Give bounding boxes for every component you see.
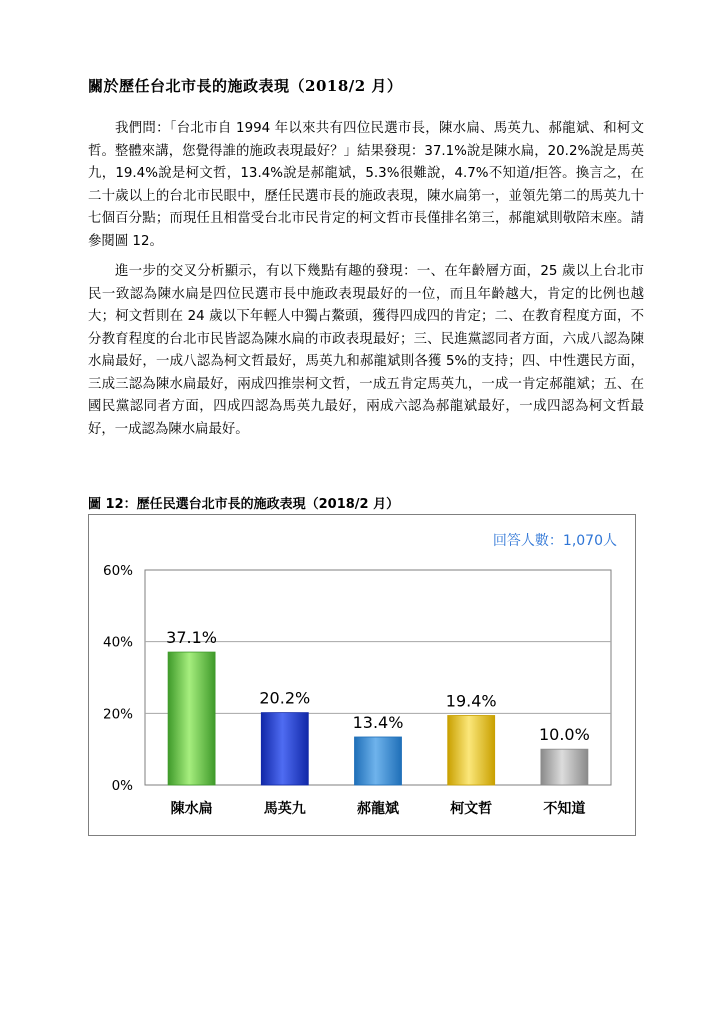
y-tick-label: 40% xyxy=(102,634,133,651)
data-label: 10.0% xyxy=(538,725,590,745)
data-label: 13.4% xyxy=(352,712,404,732)
category-label: 陳水扁 xyxy=(170,801,213,817)
data-label: 19.4% xyxy=(445,691,497,711)
bar-5 xyxy=(541,749,588,785)
document-title: 關於歷任台北市長的施政表現（2018/2 月） xyxy=(88,77,403,95)
paragraph-2: 進一步的交叉分析顯示，有以下幾點有趣的發現：一、在年齡層方面，25 歲以上台北市民一致認為陳水扁是四位民選市長中施政表現最好的一位，而且年齡越大，肯定的比例也越大；柯文哲則在 24 歲以下年輕人中獨占鰲頭，獲得四成四的肯定；二、在教育程度方面，不分教育程度的台北市民皆認為陳水扁的市政表現最好；三、民進黨認同者方面，六成八認為陳水扁最好，一成八認為柯文哲最好，馬英九和郝龍斌則各獲 5%的支持；四、中性選民方面，三成三認為陳水扁最好，兩成四推崇柯文哲，一成五肯定馬英九，一成一肯定郝龍斌；五、在國民黨認同者方面，四成四認為馬英九最好，兩成六認為郝龍斌最好，一成四認為柯文哲最好，一成認為陳水扁最好。 xyxy=(88,264,644,437)
category-label: 柯文哲 xyxy=(450,801,493,817)
data-label: 37.1% xyxy=(166,628,218,648)
figure-caption: 圖 12：歷任民選台北市長的施政表現（2018/2 月） xyxy=(88,497,400,512)
bar-2 xyxy=(261,713,308,785)
y-tick-label: 0% xyxy=(111,778,133,794)
category-label: 郝龍斌 xyxy=(357,801,399,817)
y-tick-label: 60% xyxy=(102,563,133,579)
respondent-count-note: 回答人數：1,070人 xyxy=(492,533,617,549)
bar-1 xyxy=(168,652,215,785)
category-label: 馬英九 xyxy=(263,801,306,817)
paragraph-1: 我們問：「台北市自 1994 年以來共有四位民選市長，陳水扁、馬英九、郝龍斌、和柯文哲。整體來講，您覺得誰的施政表現最好？」結果發現：37.1%說是陳水扁，20.2%說是馬英九，19.4%說是柯文哲，13.4%說是郝龍斌，5.3%很難說，4.7%不知道/拒答。換言之，在二十歲以上的台北市民眼中，歷任民選市長的施政表現，陳水扁第一，並領先第二的馬英九十七個百分點；而現任且相當受台北市民肯定的柯文哲市長僅排名第三，郝龍斌則敬陪末座。請參閱圖 12。 xyxy=(88,121,644,249)
y-tick-label: 20% xyxy=(102,706,133,723)
bar-3 xyxy=(355,737,402,785)
bar-chart-svg xyxy=(89,515,635,835)
bar-chart xyxy=(88,514,636,836)
category-label: 不知道 xyxy=(543,801,586,817)
bar-4 xyxy=(448,715,495,785)
data-label: 20.2% xyxy=(259,688,311,708)
